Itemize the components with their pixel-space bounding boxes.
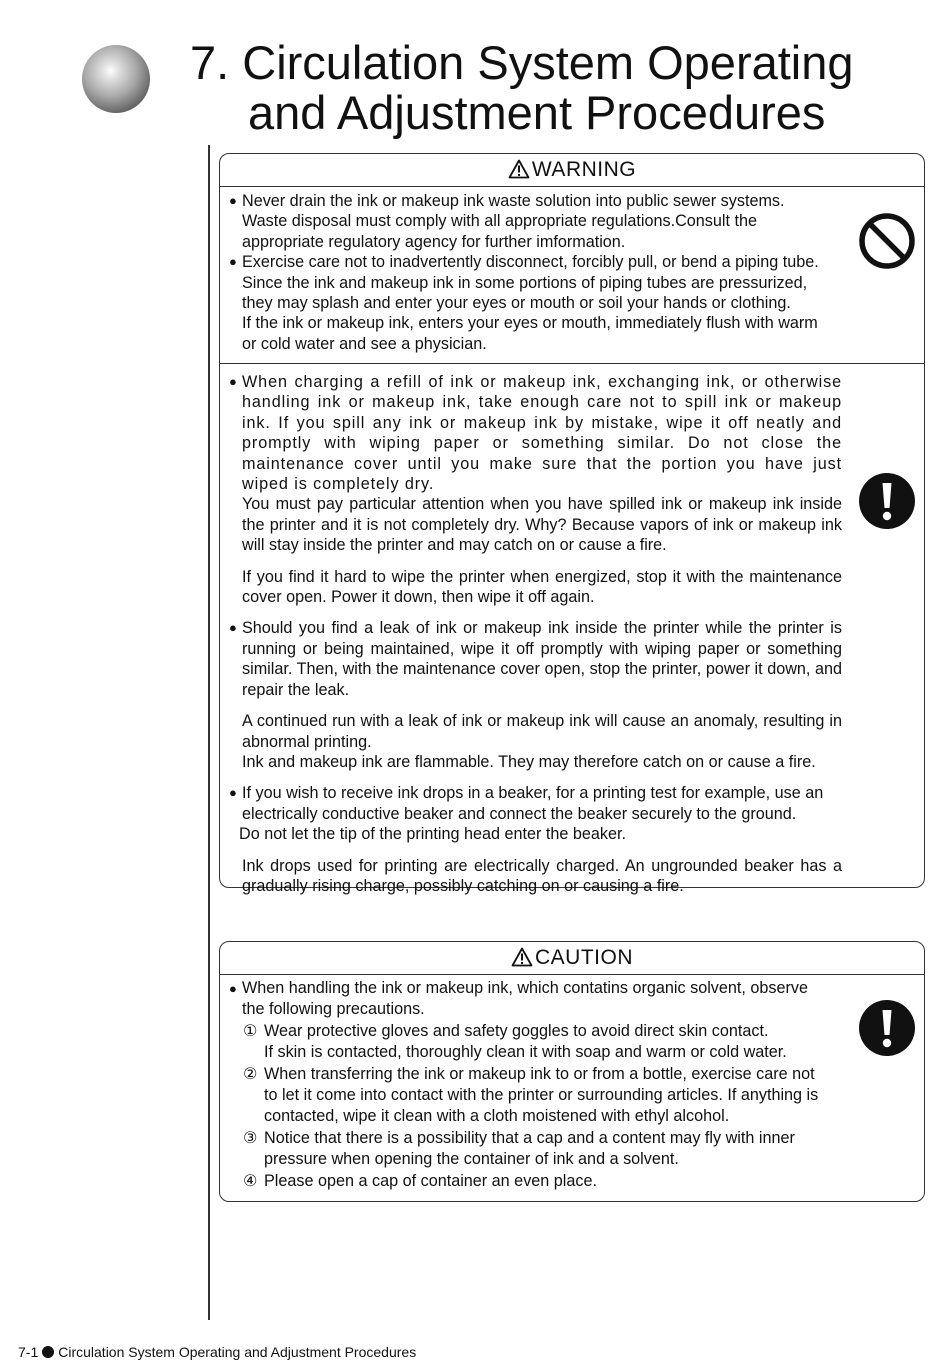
prohibition-icon bbox=[858, 212, 916, 270]
warning-bullet-leak: ● Should you find a leak of ink or makeup ink inside the printer while the printer is running or being maintained, wipe it off promptly with wiping paper or something similar. Then, with the maintenance cover open, stop the printer, power it down, and repair the leak. A continued run with a leak of ink or makeup ink will cause an anomaly, resulting in abnormal printing. Ink and makeup ink are flammable. They may therefore catch on or cause a fire. bbox=[229, 619, 842, 771]
warning-box bbox=[219, 153, 925, 895]
caution-item-4: ④ Please open a cap of container an even place. bbox=[243, 1171, 597, 1190]
warning-bullet-beaker: ● If you wish to receive ink drops in a beaker, for a printing test for example, use an electrically conductive beaker and connect the beaker securely to the ground. Do not let the tip of the printing head enter the beaker. Ink drops used for printing are electrically charged. An ungrounded beaker has a gradually rising charge, possibly catching on or causing a fire. bbox=[229, 784, 842, 895]
warning-heading: WARNING bbox=[531, 158, 637, 181]
footer-bullet-icon bbox=[42, 1346, 54, 1358]
caution-intro: ● When handling the ink or makeup ink, which contatins organic solvent, observe the following precautions. bbox=[229, 979, 808, 1019]
warning-triangle-icon bbox=[508, 159, 530, 179]
bullet-icon: ● bbox=[229, 785, 237, 801]
bullet-icon: ● bbox=[229, 374, 237, 389]
warning-header bbox=[220, 154, 924, 187]
caution-heading: CAUTION bbox=[535, 946, 633, 969]
warning-section-1 bbox=[220, 187, 924, 363]
page-footer bbox=[18, 1343, 416, 1361]
warning-section-2 bbox=[220, 363, 924, 895]
warning-bullet-spill: ● When charging a refill of ink or makeup ink, exchanging ink, or otherwise handling ink or makeup ink, take enough care not to spill ink or makeup ink. If you spill any ink or makeup ink by mistake, wipe it off neatly and promptly with wiping paper or something similar. Do not close the maintenance cover until you make sure that the portion you have just wiped is completely dry. You must pay particular attention when you have spilled ink or makeup ink inside the printer and it is not completely dry. Why? Because vapors of ink or makeup ink will stay inside the printer and may catch on or cause a fire. If you find it hard to wipe the printer when energized, stop it with the maintenance cover open. Power it down, then wipe it off again. bbox=[229, 373, 842, 607]
warning-triangle-icon bbox=[511, 947, 533, 967]
bullet-icon: ● bbox=[229, 254, 237, 270]
caution-item-2: ② When transferring the ink or makeup ink to or from a bottle, exercise care not to let it come into contact with the printer or surrounding articles. If anything is contacted, wipe it clean with a cloth moistened with ethyl alcohol. bbox=[243, 1064, 819, 1126]
caution-header bbox=[220, 942, 924, 975]
footer-chapter-title: Circulation System Operating and Adjustment Procedures bbox=[58, 1344, 417, 1360]
page-title bbox=[190, 38, 890, 138]
caution-section bbox=[220, 975, 924, 1201]
left-margin-rule bbox=[208, 145, 210, 1320]
chapter-sphere-icon bbox=[82, 45, 150, 113]
bullet-icon: ● bbox=[229, 193, 237, 208]
bullet-icon: ● bbox=[229, 981, 237, 996]
page-number: 7-1 bbox=[18, 1344, 39, 1360]
caution-box bbox=[219, 941, 925, 1202]
caution-item-3: ③ Notice that there is a possibility that a cap and a content may fly with inner pressure when opening the container of ink and a solvent. bbox=[243, 1128, 795, 1169]
bullet-icon: ● bbox=[229, 620, 237, 636]
title-line-2: and Adjustment Procedures bbox=[248, 86, 826, 139]
exclamation-icon bbox=[858, 999, 916, 1057]
warning-bullet-piping: ● Exercise care not to inadvertently disconnect, forcibly pull, or bend a piping tube. Since the ink and makeup ink in some portions of piping tubes are pressurized, they may splash and enter your eyes or mouth or soil your hands or clothing. If the ink or makeup ink, enters your eyes or mouth, immediately flush with warm or cold water and see a physician. bbox=[229, 253, 819, 353]
warning-bullet-drain: ● Never drain the ink or makeup ink waste solution into public sewer systems. Waste disposal must comply with all appropriate regulations.Consult the appropriate regulatory agency for further imformation. bbox=[229, 192, 785, 251]
title-line-1: 7. Circulation System Operating bbox=[190, 36, 854, 89]
caution-item-1: ① Wear protective gloves and safety goggles to avoid direct skin contact. If skin is contacted, thoroughly clean it with soap and warm or cold water. bbox=[243, 1021, 787, 1062]
exclamation-icon bbox=[858, 472, 916, 530]
